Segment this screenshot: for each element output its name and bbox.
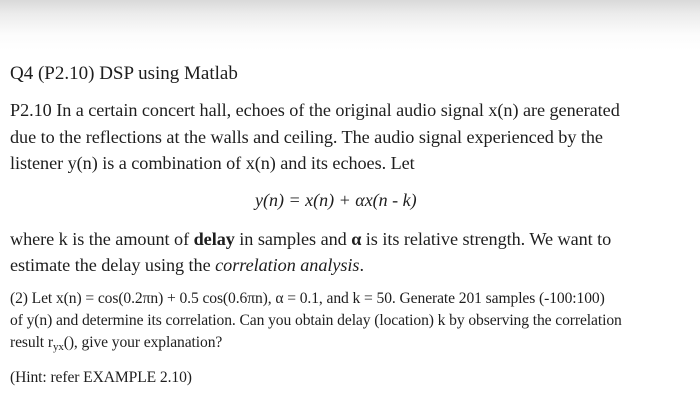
delay-definition-line-2 xyxy=(10,255,364,276)
text-segment: . xyxy=(359,255,364,275)
correlation-analysis-term: correlation analysis xyxy=(215,255,360,275)
task-line-1: (2) Let x(n) = cos(0.2πn) + 0.5 cos(0.6πn), α = 0.1, and k = 50. Generate 201 samples (-100:100) xyxy=(10,290,605,307)
hint-text: (Hint: refer EXAMPLE 2.10) xyxy=(10,369,192,386)
delay-definition-line-1 xyxy=(10,229,611,250)
task-line-3 xyxy=(10,334,222,353)
text-segment: where k is the amount of xyxy=(10,229,194,249)
text-segment: result r xyxy=(10,334,53,351)
ryx-subscript: yx xyxy=(52,341,64,353)
top-shadow xyxy=(0,0,700,50)
echo-equation: y(n) = x(n) + αx(n - k) xyxy=(255,190,417,210)
delay-term: delay xyxy=(193,229,235,249)
text-segment: in samples and xyxy=(234,229,352,249)
problem-text-line-2: due to the reflections at the walls and ceiling. The audio signal experienced by the xyxy=(10,127,603,147)
task-line-2: of y(n) and determine its correlation. Can you obtain delay (location) k by observing the correlation xyxy=(10,312,622,329)
problem-text-line-1: P2.10 In a certain concert hall, echoes of the original audio signal x(n) are generated xyxy=(10,100,620,120)
alpha-symbol: α xyxy=(351,229,362,249)
problem-text-line-3: listener y(n) is a combination of x(n) and its echoes. Let xyxy=(10,153,415,173)
question-title: Q4 (P2.10) DSP using Matlab xyxy=(10,63,238,84)
text-segment: (), give your explanation? xyxy=(63,334,223,351)
text-segment: is its relative strength. We want to xyxy=(361,229,612,249)
text-segment: estimate the delay using the xyxy=(10,255,216,275)
